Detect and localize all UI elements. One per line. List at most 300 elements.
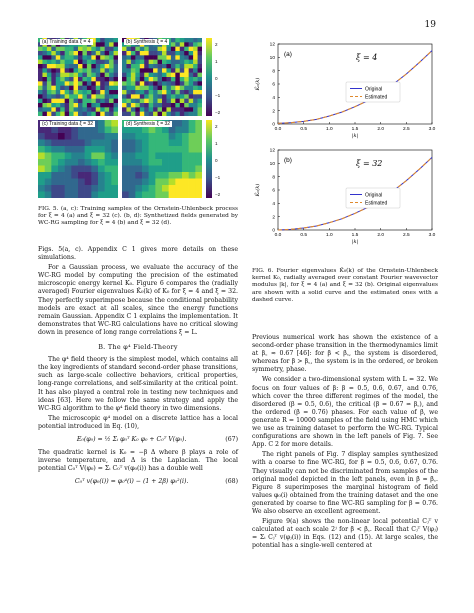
field-cell: [131, 86, 136, 91]
field-cell: [100, 47, 105, 52]
field-cell: [71, 133, 78, 140]
field-cell: [38, 133, 45, 140]
field-cell: [42, 73, 47, 78]
field-cell: [122, 60, 127, 65]
field-cell: [82, 81, 87, 86]
field-cell: [42, 103, 47, 108]
field-cell: [122, 68, 127, 73]
field-cell: [149, 153, 156, 160]
field-cell: [65, 47, 70, 52]
field-cell: [182, 192, 189, 199]
field-cell: [162, 140, 169, 147]
field-cell: [162, 179, 169, 186]
field-cell: [158, 86, 163, 91]
field-cell: [175, 38, 180, 43]
field-cell: [126, 90, 131, 95]
field-cell: [169, 133, 176, 140]
field-cell: [182, 166, 189, 173]
field-cell: [198, 107, 202, 112]
field-cell: [65, 127, 72, 134]
field-cell: [140, 51, 145, 56]
field-cell: [175, 112, 180, 116]
field-cell: [69, 60, 74, 65]
field-cell: [109, 90, 114, 95]
field-cell: [109, 68, 114, 73]
field-cell: [85, 140, 92, 147]
field-cell: [198, 103, 202, 108]
field-cell: [189, 112, 194, 116]
field-cell: [87, 68, 92, 73]
field-cell: [96, 99, 101, 104]
field-cell: [87, 112, 92, 116]
field-cell: [153, 60, 158, 65]
field-cell: [71, 172, 78, 179]
field-cell: [135, 140, 142, 147]
field-cell: [65, 185, 72, 192]
field-cell: [45, 127, 52, 134]
field-cell: [175, 99, 180, 104]
field-cell: [96, 112, 101, 116]
field-cell: [65, 172, 72, 179]
field-cell: [180, 103, 185, 108]
field-cell: [149, 159, 156, 166]
legend-label: Original: [365, 192, 383, 199]
field-cell: [193, 55, 198, 60]
field-cell: [195, 146, 202, 153]
field-cell: [131, 99, 136, 104]
field-cell: [78, 107, 83, 112]
legend-label: Estimated: [365, 94, 388, 101]
field-cell: [184, 107, 189, 112]
field-cell: [175, 86, 180, 91]
field-cell: [56, 99, 61, 104]
panel-label: (b): [284, 157, 292, 164]
field-cell: [135, 55, 140, 60]
field-cell: [91, 99, 96, 104]
field-cell: [166, 112, 171, 116]
field-cell: [78, 81, 83, 86]
field-cell: [87, 47, 92, 52]
field-cell: [78, 185, 85, 192]
x-axis-label: |k|: [351, 133, 359, 139]
field-cell: [51, 77, 56, 82]
field-cell: [175, 103, 180, 108]
field-cell: [162, 81, 167, 86]
field-cell: [65, 86, 70, 91]
field-cell: [47, 77, 52, 82]
field-cell: [105, 68, 110, 73]
field-cell: [184, 73, 189, 78]
field-cell: [114, 112, 118, 116]
field-cell: [51, 172, 58, 179]
field-cell: [198, 47, 202, 52]
y-axis-label: K̂₀(k): [255, 77, 261, 91]
field-cell: [60, 77, 65, 82]
field-cell: [111, 159, 118, 166]
field-cell: [105, 112, 110, 116]
field-cell: [87, 81, 92, 86]
field-cell: [65, 73, 70, 78]
x-tick-label: 3.0: [428, 233, 436, 238]
field-cell: [105, 51, 110, 56]
field-cell: [180, 107, 185, 112]
field-cell: [85, 153, 92, 160]
field-cell: [144, 73, 149, 78]
field-cell: [114, 81, 118, 86]
field-cell: [135, 107, 140, 112]
field-cell: [162, 60, 167, 65]
field-cell: [131, 51, 136, 56]
field-cell: [65, 90, 70, 95]
field-cell: [195, 127, 202, 134]
field-cell: [65, 94, 70, 99]
field-cell: [195, 185, 202, 192]
field-cell: [47, 51, 52, 56]
field-cell: [42, 55, 47, 60]
colorbar-tick-label: 0: [215, 76, 218, 81]
field-cell: [135, 94, 140, 99]
field-cell: [126, 68, 131, 73]
field-cell: [131, 81, 136, 86]
left-paragraph-4: The microscopic φ⁴ model on a discrete lattice has a local potential introduced in Eq. (10),: [38, 414, 238, 430]
field-cell: [162, 94, 167, 99]
fig5-panel-c-label: (c) Training data ξ = 32: [42, 121, 94, 127]
field-cell: [153, 107, 158, 112]
field-cell: [171, 64, 176, 69]
field-cell: [85, 172, 92, 179]
field-cell: [189, 38, 194, 43]
field-cell: [87, 60, 92, 65]
colorbar-top-gradient: [206, 38, 212, 116]
field-cell: [189, 140, 196, 147]
field-cell: [100, 77, 105, 82]
field-cell: [182, 172, 189, 179]
field-cell: [144, 99, 149, 104]
field-cell: [47, 107, 52, 112]
field-cell: [166, 47, 171, 52]
field-cell: [114, 86, 118, 91]
field-cell: [129, 140, 136, 147]
field-cell: [140, 47, 145, 52]
field-cell: [126, 99, 131, 104]
field-cell: [38, 51, 43, 56]
field-cell: [91, 68, 96, 73]
field-cell: [153, 55, 158, 60]
field-cell: [82, 64, 87, 69]
right-paragraph-2: We consider a two-dimensional system with L = 32. We focus on four values of β: β = 0.5, 0.6, 0.67, and 0.76, which cover the three different regimes of the model, the disordered (β = 0.5, 0.6), the critical (β = 0.67 ≃ β꜀), and the ordered (β = 0.76) phases. For each value of β, we generate R = 10000 samples of the field using HMC which we use as training dataset to perform the WC-RG. Typical configurations are shown in the left panels of Fig. 7. See App. C 2 for more details.: [252, 376, 438, 449]
field-cell: [51, 127, 58, 134]
field-cell: [169, 185, 176, 192]
field-cell: [87, 51, 92, 56]
field-cell: [175, 127, 182, 134]
field-cell: [100, 42, 105, 47]
field-cell: [87, 94, 92, 99]
field-cell: [149, 172, 156, 179]
field-cell: [144, 86, 149, 91]
field-cell: [122, 185, 129, 192]
field-cell: [153, 68, 158, 73]
field-cell: [96, 55, 101, 60]
field-cell: [184, 68, 189, 73]
field-cell: [69, 107, 74, 112]
field-cell: [131, 107, 136, 112]
field-cell: [155, 172, 162, 179]
field-cell: [153, 112, 158, 116]
field-cell: [193, 107, 198, 112]
field-cell: [109, 86, 114, 91]
field-cell: [114, 94, 118, 99]
field-cell: [193, 38, 198, 43]
field-cell: [78, 99, 83, 104]
field-cell: [162, 192, 169, 199]
field-cell: [166, 81, 171, 86]
field-cell: [126, 94, 131, 99]
field-cell: [142, 127, 149, 134]
field-cell: [158, 60, 163, 65]
field-cell: [74, 55, 79, 60]
field-cell: [109, 51, 114, 56]
field-cell: [122, 159, 129, 166]
field-cell: [56, 73, 61, 78]
field-cell: [65, 146, 72, 153]
field-cell: [85, 146, 92, 153]
field-cell: [87, 99, 92, 104]
field-cell: [175, 68, 180, 73]
field-cell: [162, 55, 167, 60]
field-cell: [153, 94, 158, 99]
field-cell: [74, 99, 79, 104]
field-cell: [65, 153, 72, 160]
field-cell: [193, 112, 198, 116]
field-cell: [135, 77, 140, 82]
field-cell: [74, 107, 79, 112]
field-cell: [82, 94, 87, 99]
field-cell: [114, 90, 118, 95]
field-cell: [193, 60, 198, 65]
field-cell: [60, 51, 65, 56]
field-cell: [78, 146, 85, 153]
field-cell: [74, 68, 79, 73]
field-cell: [175, 153, 182, 160]
field-cell: [180, 38, 185, 43]
field-cell: [175, 179, 182, 186]
field-cell: [96, 42, 101, 47]
fig6-plot-a: [252, 38, 438, 146]
field-cell: [131, 77, 136, 82]
field-cell: [74, 94, 79, 99]
field-cell: [60, 90, 65, 95]
field-cell: [42, 99, 47, 104]
field-cell: [189, 68, 194, 73]
field-cell: [65, 60, 70, 65]
legend-label: Original: [365, 86, 383, 93]
field-cell: [195, 120, 202, 127]
field-cell: [65, 99, 70, 104]
field-cell: [114, 68, 118, 73]
field-cell: [105, 107, 110, 112]
field-cell: [100, 55, 105, 60]
field-cell: [135, 159, 142, 166]
field-cell: [122, 81, 127, 86]
field-cell: [96, 73, 101, 78]
field-cell: [171, 38, 176, 43]
field-cell: [56, 68, 61, 73]
field-cell: [98, 133, 105, 140]
field-cell: [180, 86, 185, 91]
field-cell: [74, 86, 79, 91]
field-cell: [98, 120, 105, 127]
field-cell: [162, 127, 169, 134]
field-cell: [198, 81, 202, 86]
right-paragraph-1: Previous numerical work has shown the existence of a second-order phase transition in the thermodynamics limit at β꜀ ≈ 0.67 [46]: for β < β꜀, the system is disordered, whereas for β > β꜀, the system is in the ordered, or broken symmetry, phase.: [252, 334, 438, 374]
field-cell: [74, 81, 79, 86]
field-cell: [69, 47, 74, 52]
y-tick-label: 4: [272, 95, 275, 101]
field-cell: [38, 64, 43, 69]
field-cell: [69, 64, 74, 69]
field-cell: [60, 55, 65, 60]
fig5-panel-d-label: (d) Synthesis ξ = 32: [126, 121, 171, 127]
field-cell: [100, 99, 105, 104]
field-cell: [38, 127, 45, 134]
field-cell: [142, 166, 149, 173]
field-cell: [149, 146, 156, 153]
field-cell: [171, 60, 176, 65]
x-axis-label: |k|: [351, 239, 359, 245]
field-cell: [38, 90, 43, 95]
field-cell: [149, 55, 154, 60]
field-cell: [100, 86, 105, 91]
field-cell: [111, 192, 118, 199]
field-cell: [162, 90, 167, 95]
field-cell: [91, 94, 96, 99]
field-cell: [149, 47, 154, 52]
equation-68: [38, 478, 238, 486]
field-cell: [58, 172, 65, 179]
field-cell: [158, 103, 163, 108]
field-cell: [114, 60, 118, 65]
field-cell: [171, 86, 176, 91]
field-cell: [82, 112, 87, 116]
field-cell: [175, 73, 180, 78]
field-cell: [38, 192, 45, 199]
field-cell: [91, 127, 98, 134]
field-cell: [195, 172, 202, 179]
field-cell: [184, 90, 189, 95]
field-cell: [149, 73, 154, 78]
fig5-panel-a: [38, 38, 118, 116]
field-cell: [135, 103, 140, 108]
x-tick-label: 2.5: [402, 233, 410, 238]
field-cell: [158, 81, 163, 86]
field-cell: [193, 81, 198, 86]
field-cell: [122, 172, 129, 179]
field-cell: [153, 90, 158, 95]
field-cell: [82, 73, 87, 78]
field-cell: [126, 77, 131, 82]
field-cell: [184, 47, 189, 52]
field-cell: [166, 64, 171, 69]
field-cell: [144, 103, 149, 108]
field-cell: [189, 64, 194, 69]
field-cell: [51, 55, 56, 60]
field-cell: [56, 60, 61, 65]
field-cell: [78, 159, 85, 166]
field-cell: [56, 94, 61, 99]
field-cell: [182, 159, 189, 166]
field-cell: [111, 185, 118, 192]
field-cell: [122, 51, 127, 56]
field-cell: [189, 133, 196, 140]
field-cell: [135, 81, 140, 86]
field-cell: [51, 107, 56, 112]
field-cell: [38, 55, 43, 60]
field-cell: [144, 90, 149, 95]
field-cell: [45, 140, 52, 147]
field-cell: [195, 179, 202, 186]
field-cell: [182, 185, 189, 192]
field-cell: [91, 112, 96, 116]
field-cell: [126, 86, 131, 91]
field-cell: [195, 192, 202, 199]
field-cell: [87, 55, 92, 60]
field-cell: [78, 73, 83, 78]
field-cell: [166, 90, 171, 95]
field-cell: [58, 185, 65, 192]
field-cell: [131, 47, 136, 52]
field-cell: [135, 51, 140, 56]
field-cell: [162, 185, 169, 192]
field-cell: [140, 64, 145, 69]
field-cell: [91, 159, 98, 166]
field-cell: [91, 64, 96, 69]
field-cell: [111, 166, 118, 173]
field-cell: [78, 64, 83, 69]
field-cell: [114, 55, 118, 60]
field-cell: [182, 146, 189, 153]
field-cell: [71, 159, 78, 166]
field-cell: [82, 86, 87, 91]
field-cell: [144, 51, 149, 56]
field-cell: [166, 77, 171, 82]
field-cell: [105, 42, 110, 47]
field-cell: [51, 47, 56, 52]
field-cell: [153, 77, 158, 82]
field-cell: [129, 192, 136, 199]
field-cell: [171, 99, 176, 104]
fig5-panel-d: [122, 120, 202, 198]
field-cell: [98, 172, 105, 179]
field-cell: [149, 133, 156, 140]
field-cell: [171, 112, 176, 116]
field-cell: [69, 55, 74, 60]
field-cell: [131, 94, 136, 99]
equation-67-number: (67): [225, 435, 238, 443]
field-cell: [158, 68, 163, 73]
field-cell: [38, 99, 43, 104]
field-cell: [149, 103, 154, 108]
field-cell: [87, 86, 92, 91]
field-cell: [122, 107, 127, 112]
colorbar-tick-label: 1: [215, 59, 218, 64]
field-cell: [184, 51, 189, 56]
y-tick-label: 2: [272, 109, 275, 115]
field-cell: [135, 179, 142, 186]
field-cell: [58, 140, 65, 147]
field-cell: [51, 73, 56, 78]
field-cell: [189, 185, 196, 192]
field-cell: [91, 179, 98, 186]
